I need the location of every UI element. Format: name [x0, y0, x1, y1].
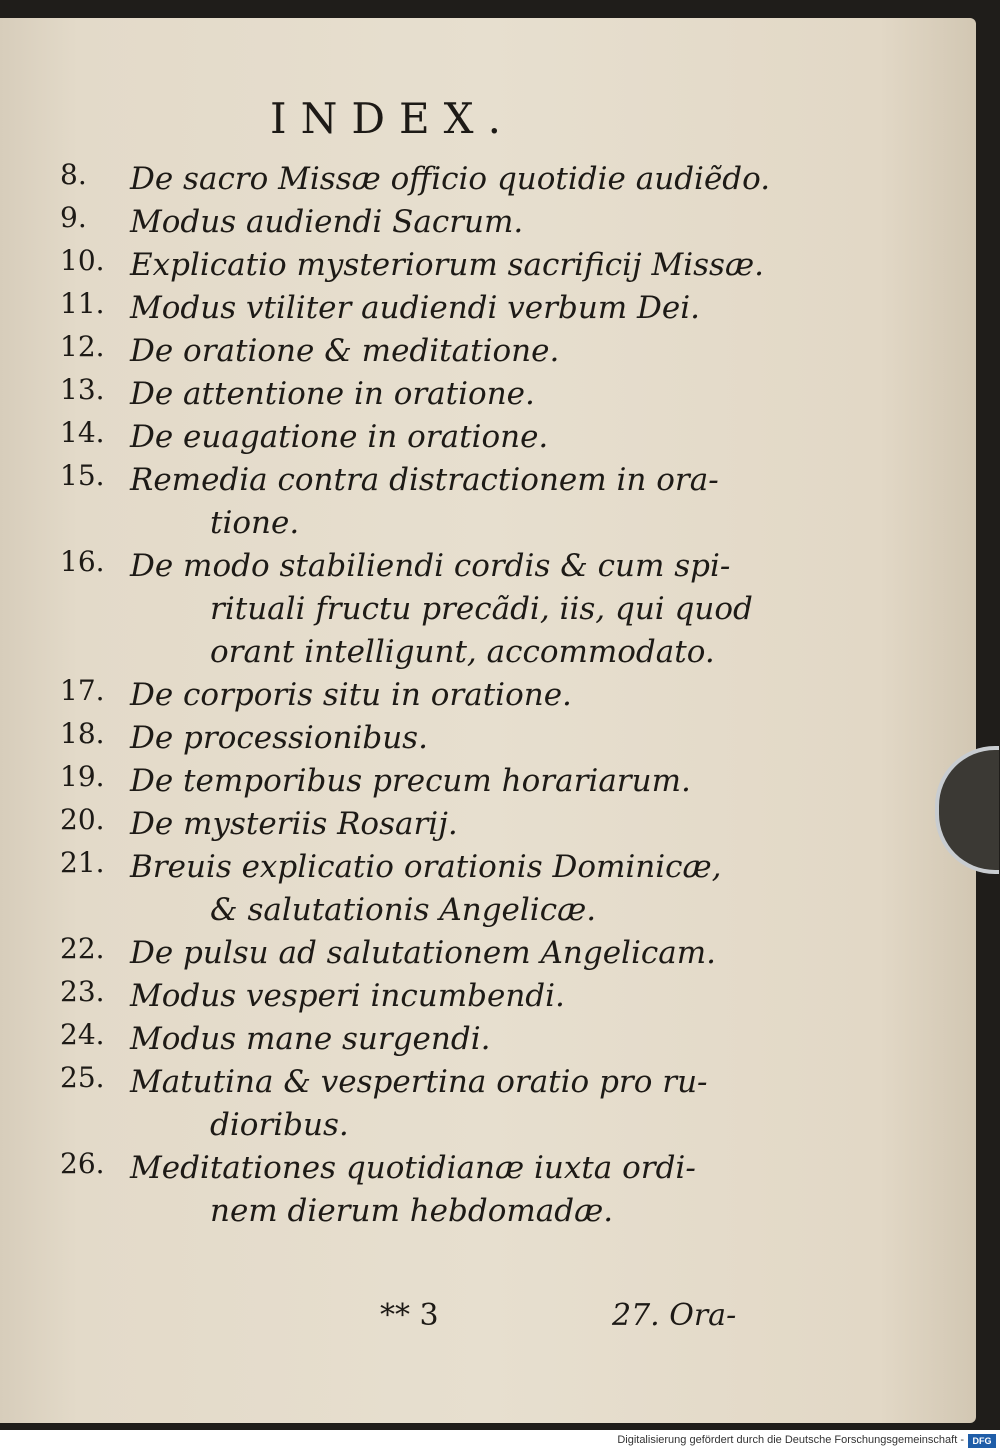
index-entry [60, 674, 780, 717]
entry-number: 24. [60, 1018, 105, 1051]
index-entry [60, 244, 780, 287]
index-entry [60, 158, 780, 201]
entry-number: 9. [60, 201, 87, 234]
entry-title: Modus vesperi incumbendi. [130, 978, 565, 1014]
index-entry [60, 846, 780, 932]
entry-number: 12. [60, 330, 105, 363]
index-list [60, 158, 780, 1233]
index-entry [60, 803, 780, 846]
entry-title: De oratione & meditatione. [130, 333, 560, 369]
entry-title-continuation: rituali fructu precãdi, iis, qui quod [210, 591, 753, 627]
entry-number: 13. [60, 373, 105, 406]
index-entry [60, 416, 780, 459]
index-entry [60, 459, 780, 545]
index-entry [60, 287, 780, 330]
entry-number: 25. [60, 1061, 105, 1094]
book-page [0, 18, 976, 1423]
index-entry [60, 330, 780, 373]
index-entry [60, 1061, 780, 1147]
entry-number: 19. [60, 760, 105, 793]
entry-title: Modus audiendi Sacrum. [130, 204, 524, 240]
entry-title: De processionibus. [130, 720, 428, 756]
index-entry [60, 1147, 780, 1233]
entry-title: De attentione in oratione. [130, 376, 535, 412]
entry-title-continuation: tione. [210, 505, 300, 541]
catchword: 27. Ora- [612, 1298, 737, 1333]
entry-number: 18. [60, 717, 105, 750]
index-entry [60, 373, 780, 416]
index-entry [60, 201, 780, 244]
credit-bar [0, 1430, 1000, 1453]
entry-title: De modo stabiliendi cordis & cum spi- [130, 548, 731, 584]
entry-number: 23. [60, 975, 105, 1008]
entry-title: De temporibus precum horariarum. [130, 763, 691, 799]
entry-title-continuation: orant intelligunt, accommodato. [210, 634, 715, 670]
running-head: INDEX. [270, 94, 515, 143]
entry-title: Breuis explicatio orationis Dominicæ, [130, 849, 722, 885]
page-clip [935, 746, 999, 874]
entry-number: 26. [60, 1147, 105, 1180]
index-entry [60, 975, 780, 1018]
entry-title-continuation: & salutationis Angelicæ. [210, 892, 597, 928]
digitization-credit: Digitalisierung gefördert durch die Deutsche Forschungsgemeinschaft - [617, 1434, 964, 1446]
entry-title: Remedia contra distractionem in ora- [130, 462, 719, 498]
entry-title: De mysteriis Rosarij. [130, 806, 458, 842]
entry-title: Explicatio mysteriorum sacrificij Missæ. [130, 247, 764, 283]
entry-number: 15. [60, 459, 105, 492]
entry-title: De pulsu ad salutationem Angelicam. [130, 935, 716, 971]
index-entry [60, 545, 780, 674]
entry-number: 14. [60, 416, 105, 449]
entry-title: De sacro Missæ officio quotidie audiẽdo. [130, 161, 771, 197]
entry-number: 21. [60, 846, 105, 879]
signature-mark: ** 3 [380, 1298, 439, 1333]
entry-title: De corporis situ in oratione. [130, 677, 572, 713]
dfg-logo: DFG [968, 1434, 996, 1448]
entry-title: De euagatione in oratione. [130, 419, 549, 455]
index-entry [60, 760, 780, 803]
index-entry [60, 717, 780, 760]
entry-title: Meditationes quotidianæ iuxta ordi- [130, 1150, 696, 1186]
entry-title: Modus vtiliter audiendi verbum Dei. [130, 290, 701, 326]
entry-number: 17. [60, 674, 105, 707]
entry-number: 8. [60, 158, 87, 191]
entry-title-continuation: nem dierum hebdomadæ. [210, 1193, 614, 1229]
entry-number: 20. [60, 803, 105, 836]
index-entry [60, 1018, 780, 1061]
entry-number: 16. [60, 545, 105, 578]
entry-title-continuation: dioribus. [210, 1107, 349, 1143]
entry-title: Modus mane surgendi. [130, 1021, 491, 1057]
entry-title: Matutina & vespertina oratio pro ru- [130, 1064, 708, 1100]
entry-number: 11. [60, 287, 105, 320]
entry-number: 22. [60, 932, 105, 965]
index-entry [60, 932, 780, 975]
entry-number: 10. [60, 244, 105, 277]
